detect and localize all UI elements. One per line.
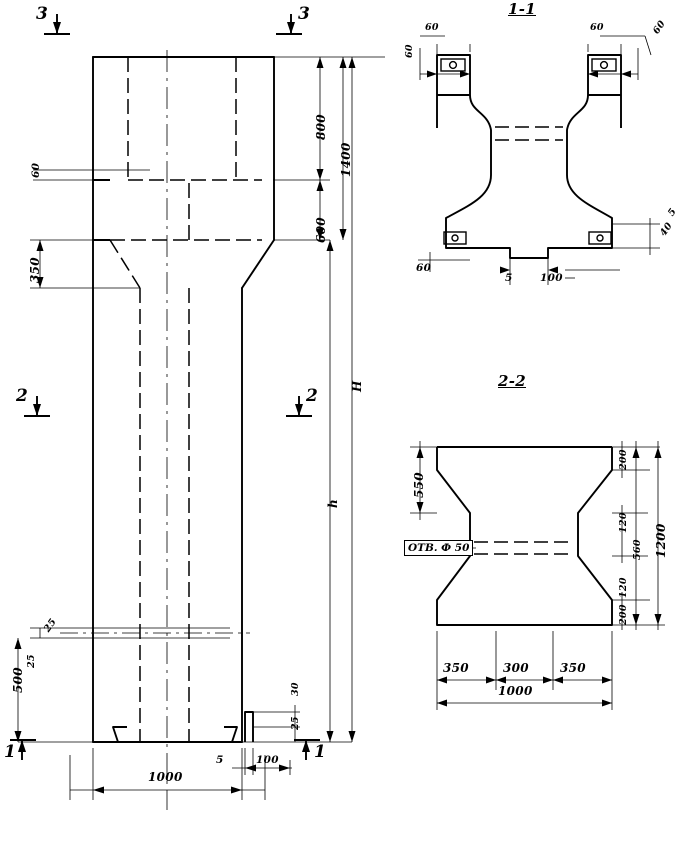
dim-25a-label: 25 — [42, 616, 59, 635]
dim-60-top-label: 60 — [30, 162, 42, 178]
dim-1400-label: 1400 — [339, 142, 353, 177]
dim-350-label: 350 — [28, 257, 42, 283]
s22-dim-120-top-label: 120 — [618, 512, 629, 533]
s22-dim-560-label: 560 — [632, 539, 643, 560]
section-title-1-1: 1-1 — [508, 0, 536, 18]
s11-dim-40-right: 40 — [658, 220, 675, 239]
s11-dim-60-top-left-inner: 60 — [425, 22, 439, 33]
hole-note-label: ОТВ. Ф 50 — [404, 540, 473, 556]
dim-600-label: 600 — [314, 217, 328, 243]
s11-dim-60-top-left-outer: 60 — [404, 44, 415, 58]
s22-dim-300-label: 300 — [503, 661, 529, 675]
s22-dim-550-label: 550 — [412, 472, 426, 498]
s22-dim-120-bottom-label: 120 — [618, 577, 629, 598]
view-mark-2-left: 2 — [16, 386, 29, 406]
dim-500-label: 500 — [11, 667, 25, 693]
s11-dim-100-bottom: 100 — [540, 272, 563, 284]
s22-dim-200-top-label: 200 — [618, 449, 629, 470]
s22-dim-350-left-label: 350 — [443, 661, 469, 675]
s22-dim-200-bottom-label: 200 — [618, 604, 629, 625]
dim-800-label: 800 — [314, 114, 328, 140]
dim-1000-elevation-label: 1000 — [148, 770, 183, 784]
view-mark-3-left: 3 — [36, 4, 49, 24]
dim-100-bottom-label: 100 — [256, 754, 279, 766]
s11-dim-5-right: 5 — [666, 206, 679, 219]
dim-h-label: h — [326, 498, 340, 508]
view-mark-3-right: 3 — [298, 4, 311, 24]
dim-5-bottom-label: 5 — [216, 754, 224, 766]
dim-25c-label: 25 — [290, 716, 301, 730]
view-mark-1-left: 1 — [4, 742, 17, 762]
dim-H-label: H — [350, 380, 364, 392]
view-mark-2-right: 2 — [306, 386, 319, 406]
dim-25b-label: 25 — [26, 654, 37, 668]
s22-dim-1200-label: 1200 — [654, 523, 668, 558]
dim-30-label: 30 — [290, 682, 301, 696]
s11-dim-60-bottom-left: 60 — [416, 262, 432, 274]
s11-dim-5-bottom: 5 — [505, 272, 513, 284]
s22-dim-1000-label: 1000 — [498, 684, 533, 698]
s11-dim-60-top-right-inner: 60 — [590, 22, 604, 33]
view-mark-1-right: 1 — [314, 742, 327, 762]
s11-dim-60-top-right-outer: 60 — [651, 18, 668, 37]
s22-dim-350-right-label: 350 — [560, 661, 586, 675]
section-title-2-2: 2-2 — [498, 372, 526, 390]
